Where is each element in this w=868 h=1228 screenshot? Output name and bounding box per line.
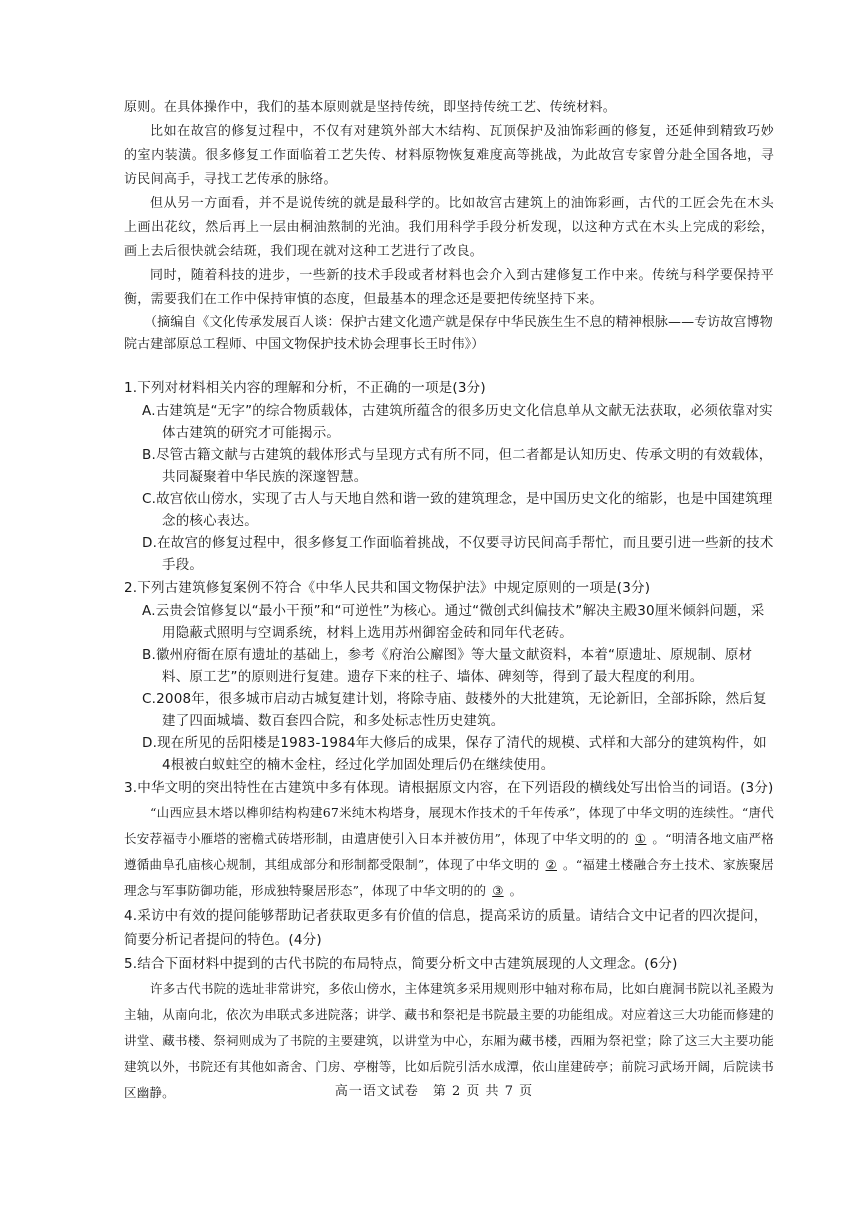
question-2 (124, 576, 774, 776)
passage-paragraph-2: 比如在故宫的修复过程中，不仅有对建筑外部大木结构、瓦顶保护及油饰彩画的修复，还延伸到精致巧妙的室内装潢。很多修复工作面临着工艺失传、材料原物恢复难度高等挑战，为此故宫专家曾分赴全国各地，寻访民间高手，寻找工艺传承的脉络。 (124, 124, 774, 187)
question-1-option-c: C.故宫依山傍水，实现了古人与天地自然和谐一致的建筑理念，是中国历史文化的缩影，也是中国建筑理念的核心表达。 (142, 491, 773, 529)
page-footer: 高一语文试卷 第 2 页 共 7 页 (334, 1084, 534, 1099)
question-3-text-1: “山西应县木塔以榫卯结构构建67米纯木构塔身，展现木作技术的千年传承”，体现了中华文明的连续性。“唐代长安荐福寺小雁塔的密檐式砖塔形制，由遣唐使引入日本并被仿用”，体现了中华文明的的 (124, 805, 774, 846)
question-2-option-b: B.徽州府衙在原有遗址的基础上，参考《府治公廨图》等大量文献资料，本着“原遗址、原规制、原材料、原工艺”的原则进行复建。遗存下来的柱子、墙体、碑刻等，得到了最大程度的利用。 (142, 647, 753, 685)
question-5-material: 许多古代书院的选址非常讲究，多依山傍水，主体建筑多采用规则形中轴对称布局，比如白鹿洞书院以礼圣殿为主轴，从南向北，依次为串联式多进院落；讲学、藏书和祭祀是书院最主要的功能组成。对应着这三大功能而修建的讲堂、藏书楼、祭祠则成为了书院的主要建筑，以讲堂为中心，东厢为藏书楼，西厢为祭祀堂；除了这三大主要功能建筑以外，书院还有其他如斋舍、门房、亭榭等，比如后院引活水成潭，依山崖建砖亭；前院习武场开阔，后院读书区幽静。 (124, 981, 774, 1100)
question-3-text-4: 。 (509, 883, 523, 898)
question-3-blank-1: ① (634, 831, 647, 846)
question-4-stem: 4.采访中有效的提问能够帮助记者获取更多有价值的信息，提高采访的质量。请结合文中记者的四次提问，简要分析记者提问的特色。(4分) (124, 908, 768, 948)
question-3-passage (124, 800, 774, 904)
question-3-stem: 3.中华文明的突出特性在古建筑中多有体现。请根据原文内容，在下列语段的横线处写出恰当的词语。(3分) (124, 780, 774, 796)
question-2-option-a: A.云贵会馆修复以“最小干预”和“可逆性”为核心。通过“微创式纠偏技术”解决主殿30厘米倾斜问题，采用隐蔽式照明与空调系统，材料上选用苏州御窑金砖和同年代老砖。 (142, 603, 765, 641)
spacer (124, 356, 774, 376)
question-2-stem: 2.下列古建筑修复案例不符合《中华人民共和国文物保护法》中规定原则的一项是(3分) (124, 580, 651, 596)
question-1 (124, 376, 774, 576)
passage-paragraph-3: 但从另一方面看，并不是说传统的就是最科学的。比如故宫古建筑上的油饰彩画，古代的工匠会先在木头上画出花纹，然后再上一层由桐油熬制的光油。我们用科学手段分析发现，以这种方式在木头上完成的彩绘，画上去后很快就会结斑，我们现在就对这种工艺进行了改良。 (124, 196, 774, 259)
question-3 (124, 776, 774, 904)
passage-source: （摘编自《文化传承发展百人谈：保护古建文化遗产就是保存中华民族生生不息的精神根脉——专访故宫博物院古建部原总工程师、中国文物保护技术协会理事长王时伟》） (124, 315, 773, 352)
question-2-option-d: D.现在所见的岳阳楼是1983-1984年大修后的成果，保存了清代的规模、式样和大部分的建筑构件，如4根被白蚁蛀空的楠木金柱，经过化学加固处理后仍在继续使用。 (142, 735, 767, 773)
question-4 (124, 904, 774, 952)
question-1-stem: 1.下列对材料相关内容的理解和分析，不正确的一项是(3分) (124, 380, 486, 396)
question-3-text-3: 。“福建土楼融合夯土技术、家族聚居理念与军事防御功能，形成独特聚居形态”，体现了中华文明的的 (124, 857, 774, 898)
passage-paragraph-4: 同时，随着科技的进步，一些新的技术手段或者材料也会介入到古建修复工作中来。传统与科学要保持平衡，需要我们在工作中保持审慎的态度，但最基本的理念还是要把传统坚持下来。 (124, 268, 774, 307)
reading-passage (124, 96, 774, 1106)
passage-paragraph-1: 原则。在具体操作中，我们的基本原则就是坚持传统，即坚持传统工艺、传统材料。 (124, 100, 617, 115)
question-3-text-2: 。“明清各地文庙严格遵循曲阜孔庙核心规制，其组成部分和形制都受限制”，体现了中华文明的 (124, 831, 774, 872)
question-2-option-c: C.2008年，很多城市启动古城复建计划，将除寺庙、鼓楼外的大批建筑，无论新旧，全部拆除，然后复建了四面城墙、数百套四合院，和多处标志性历史建筑。 (142, 691, 767, 729)
question-1-option-d: D.在故宫的修复过程中，很多修复工作面临着挑战，不仅要寻访民间高手帮忙，而且要引进一些新的技术手段。 (142, 535, 774, 573)
question-1-option-a: A.古建筑是“无字”的综合物质载体，古建筑所蕴含的很多历史文化信息单从文献无法获取，必须依靠对实体古建筑的研究才可能揭示。 (142, 403, 773, 441)
question-3-blank-3: ③ (492, 883, 504, 898)
question-3-blank-2: ② (545, 857, 557, 872)
question-1-option-b: B.尽管古籍文献与古建筑的载体形式与呈现方式有所不同，但二者都是认知历史、传承文明的有效载体，共同凝聚着中华民族的深邃智慧。 (142, 447, 773, 485)
question-5-stem: 5.结合下面材料中提到的古代书院的布局特点，简要分析文中古建筑展现的人文理念。(6分) (124, 956, 678, 972)
